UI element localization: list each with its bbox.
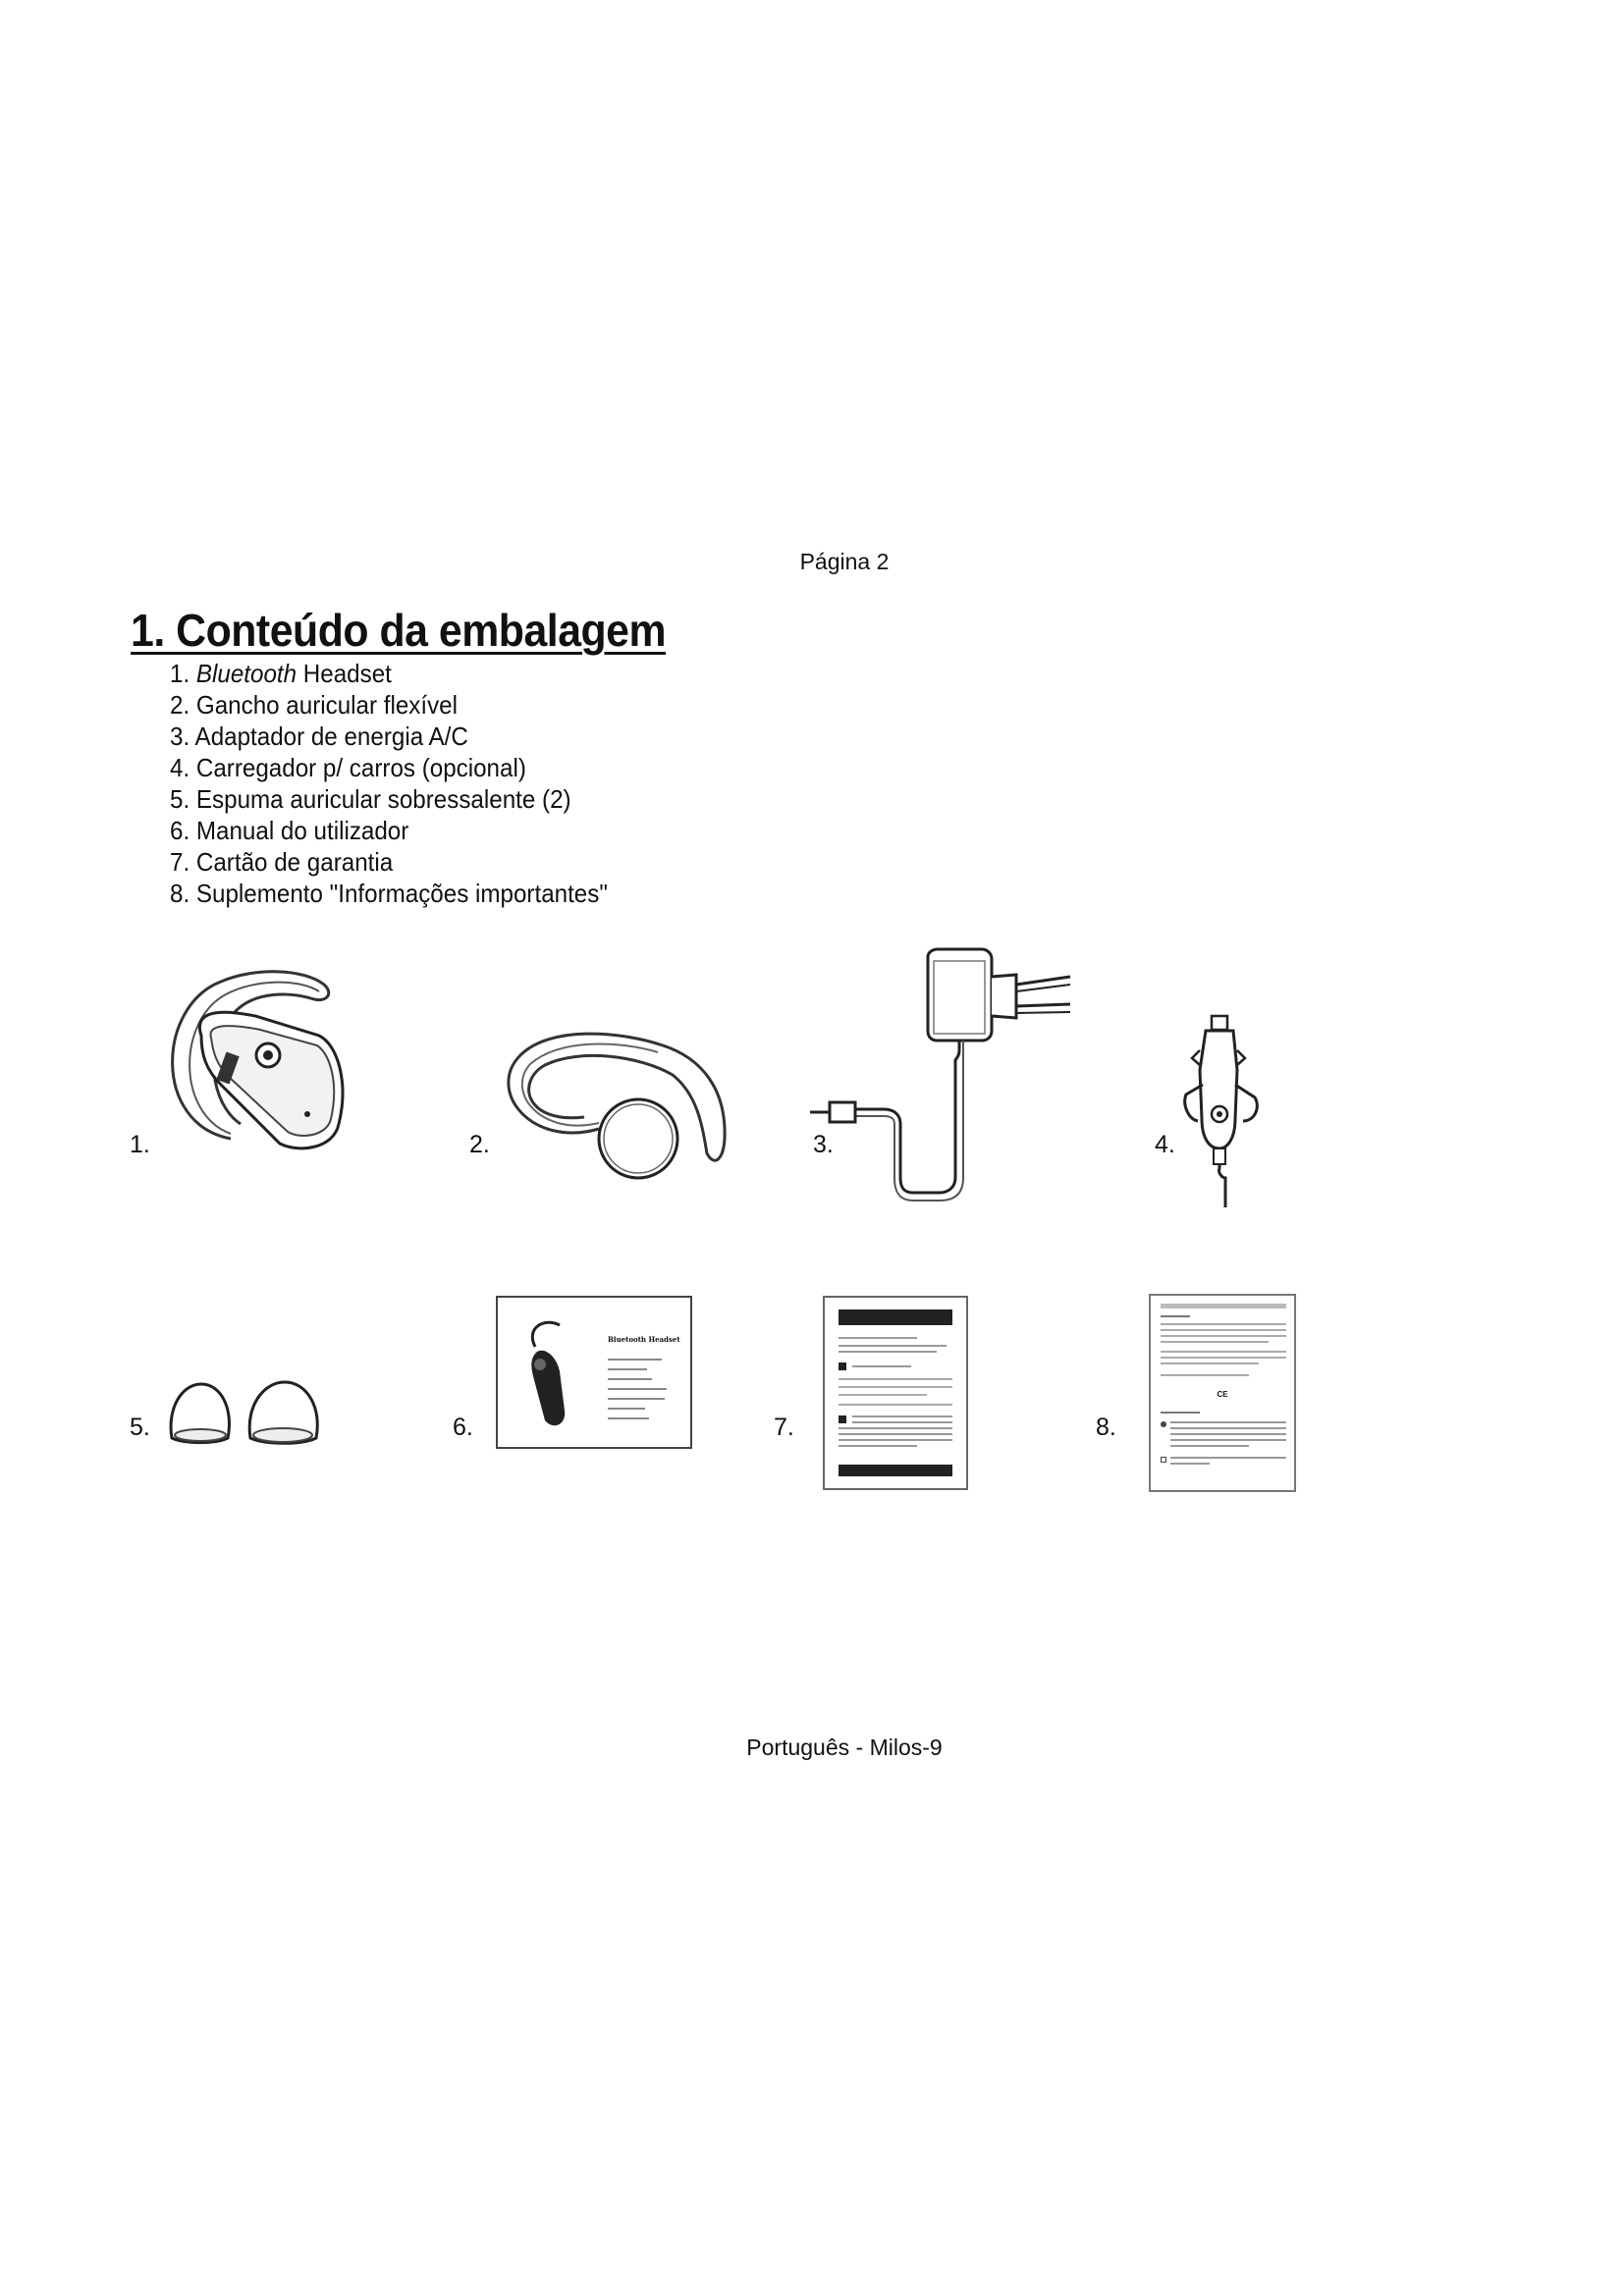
user-manual-icon — [496, 1296, 692, 1449]
figure-number: 4. — [1155, 1131, 1175, 1158]
manual-language-lines — [608, 1359, 677, 1419]
ce-mark: CE — [1217, 1390, 1228, 1399]
page-number: Página 2 — [799, 549, 890, 574]
headset-icon — [515, 1317, 574, 1435]
list-item: 8. Suplemento "Informações importantes" — [170, 879, 608, 908]
important-info-icon — [1149, 1294, 1296, 1492]
figure-number: 6. — [453, 1414, 473, 1441]
figure-number: 7. — [774, 1414, 794, 1441]
warranty-card-icon — [823, 1296, 968, 1490]
ear-hook-icon — [491, 1021, 736, 1198]
list-item: 3. Adaptador de energia A/C — [170, 721, 468, 751]
figure-number: 1. — [130, 1131, 150, 1158]
list-item: 6. Manual do utilizador — [170, 816, 409, 845]
car-charger-icon — [1178, 1011, 1267, 1207]
section-heading: 1. Conteúdo da embalagem — [131, 605, 667, 656]
headset-icon — [162, 967, 358, 1173]
list-item: 1. Bluetooth Headset — [170, 659, 392, 688]
figure-number: 3. — [813, 1131, 834, 1158]
figure-number: 2. — [469, 1131, 490, 1158]
list-item: 4. Carregador p/ carros (opcional) — [170, 753, 526, 782]
package-contents-list — [170, 658, 608, 909]
list-item-italic: Bluetooth — [195, 659, 298, 688]
list-item: 7. Cartão de garantia — [170, 847, 394, 877]
list-item: 5. Espuma auricular sobressalente (2) — [170, 784, 571, 814]
ear-foam-icon — [167, 1379, 334, 1448]
figure-number: 5. — [130, 1414, 150, 1441]
manual-cover-title: Bluetooth Headset — [608, 1335, 680, 1344]
page-footer: Português - Milos-9 — [746, 1735, 943, 1760]
ac-adapter-icon — [810, 947, 1075, 1207]
list-item: 2. Gancho auricular flexível — [170, 690, 459, 720]
figure-number: 8. — [1096, 1414, 1116, 1441]
